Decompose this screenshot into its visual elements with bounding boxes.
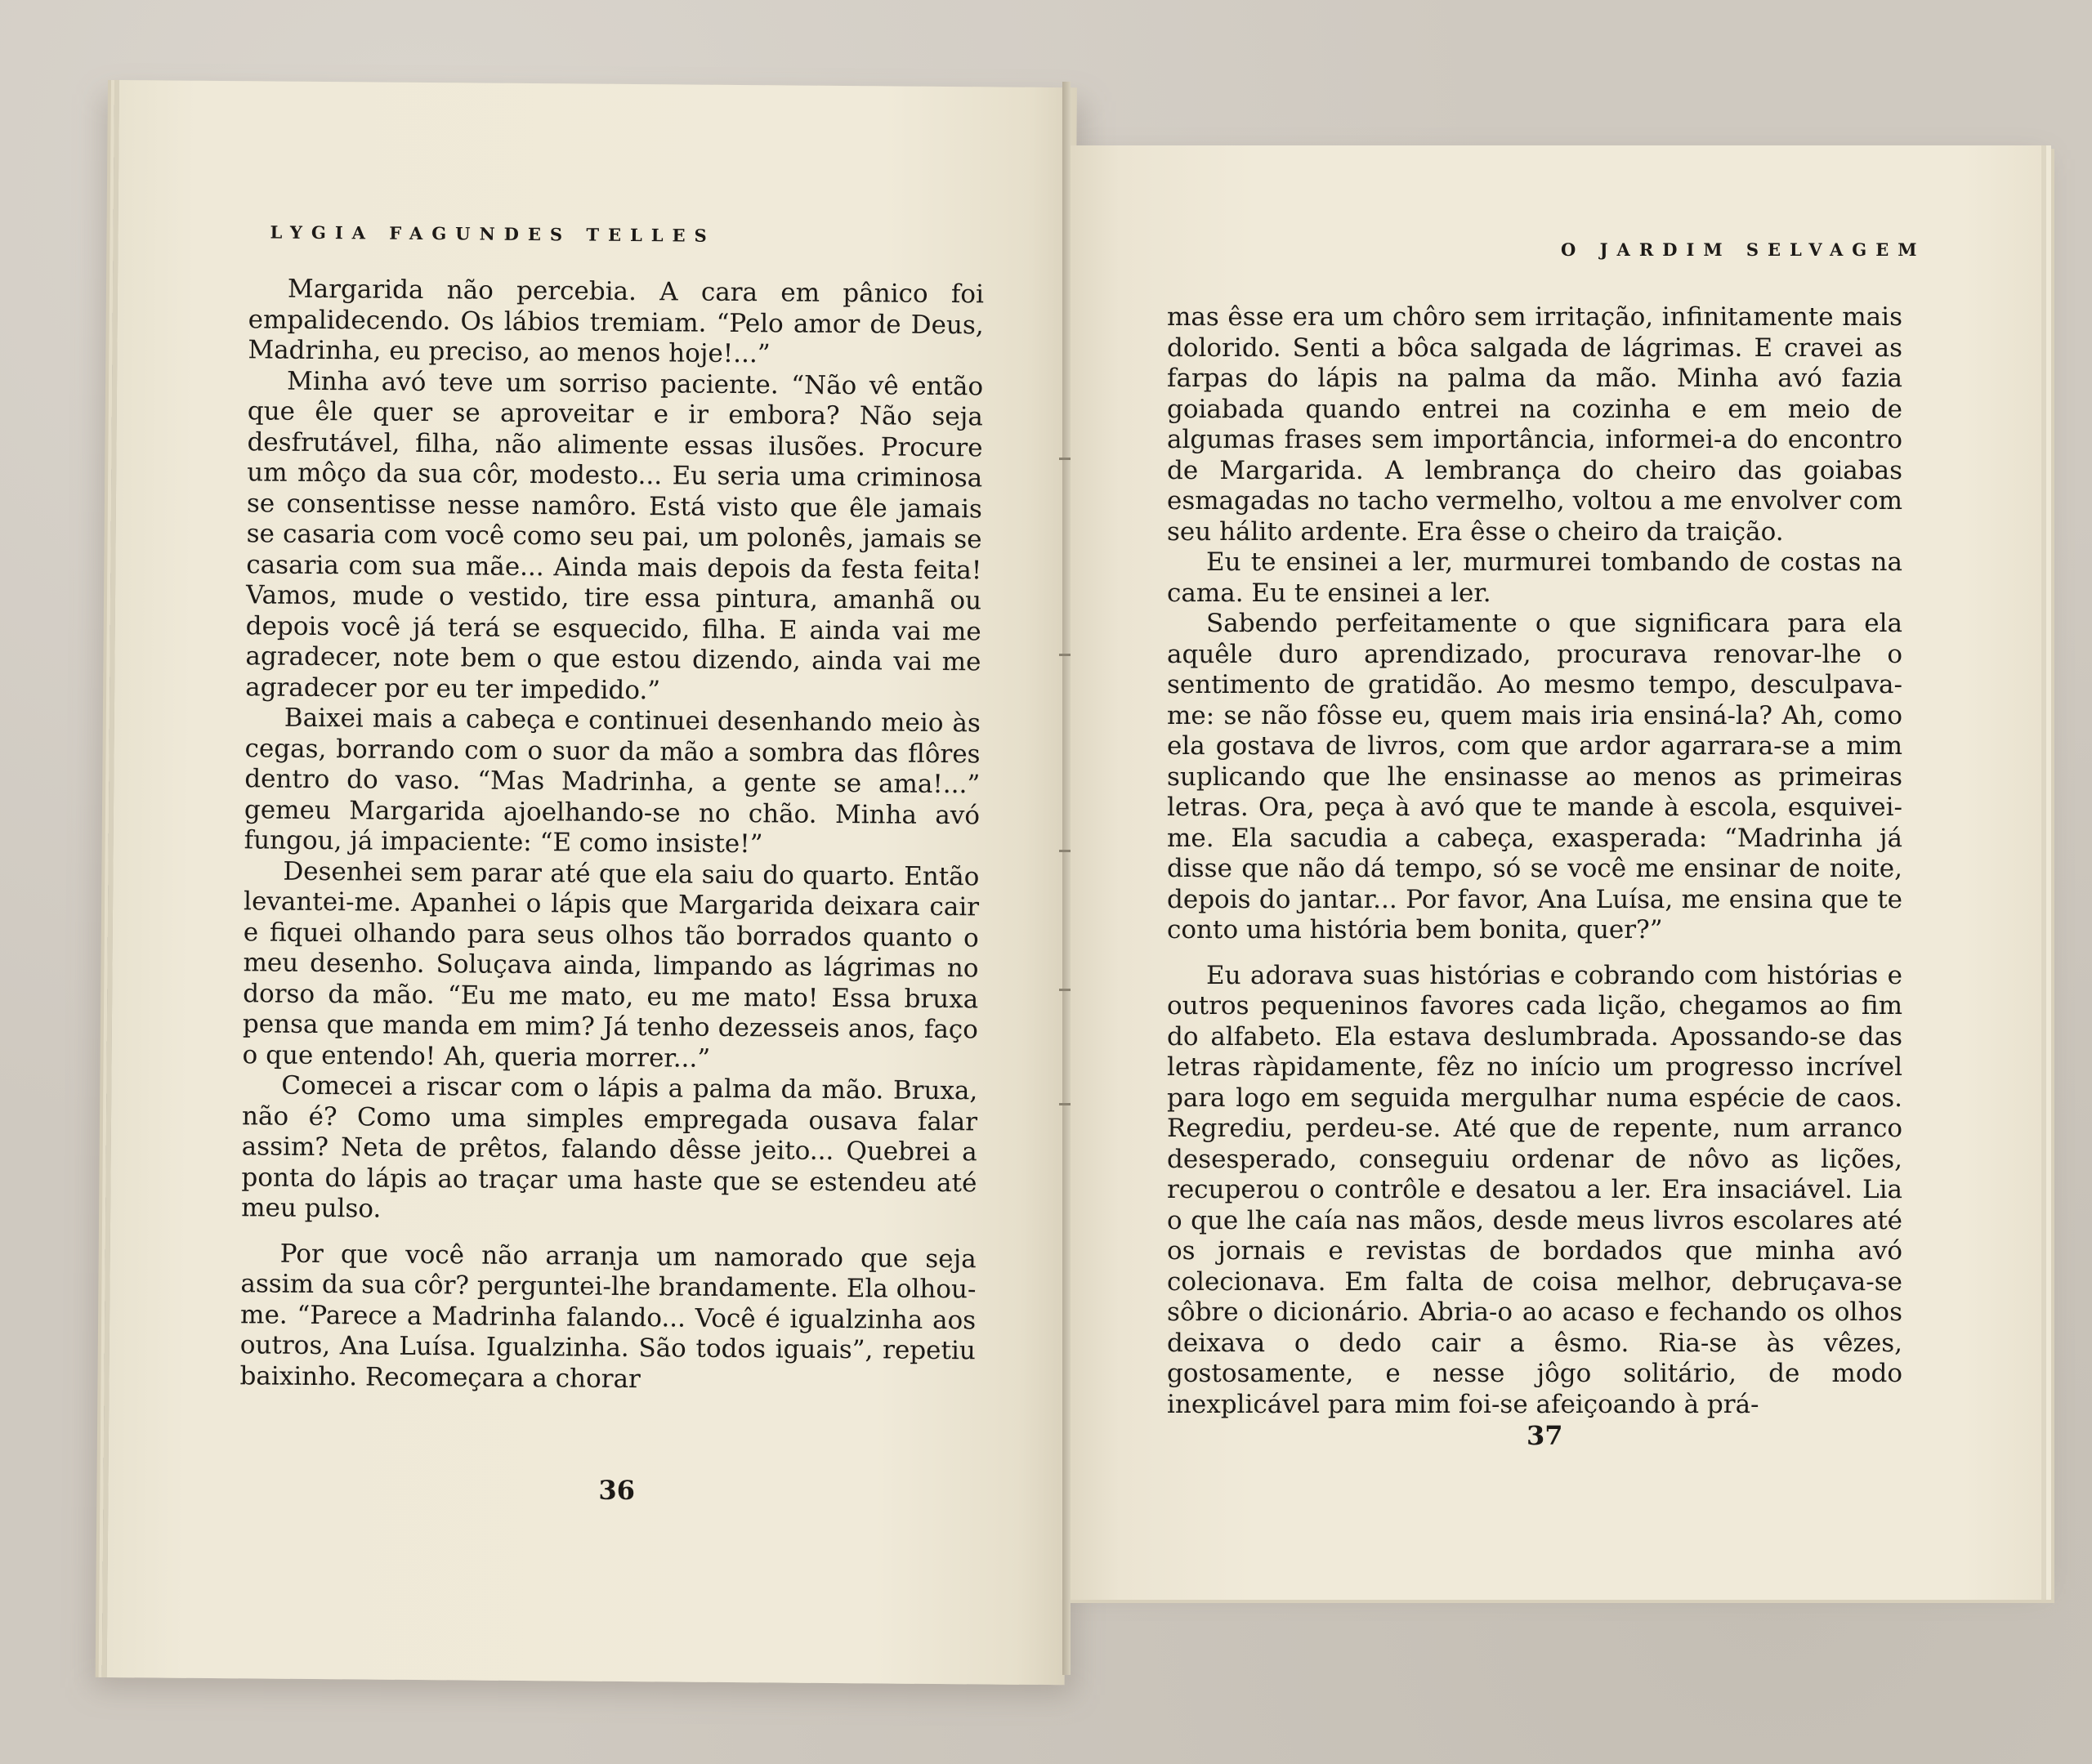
left-running-head: LYGIA FAGUNDES TELLES <box>270 221 716 246</box>
paragraph: Baixei mais a cabeça e continuei desenhando meio às cegas, borrando com o suor da mão a sombra das flôres dentro do vaso. “Mas Madrinha, a gente se ama!...” gemeu Margarida ajoelhando-se no chão. Minha avó fungou, já impaciente: “E como insiste!” <box>244 703 981 860</box>
binding-stitch <box>1059 989 1071 991</box>
paragraph: Margarida não percebia. A cara em pânico foi empalidecendo. Os lábios tremiam. “Pelo amor de Deus, Madrinha, eu preciso, ao menos hoje!...” <box>248 274 985 369</box>
paragraph: Comecei a riscar com o lápis a palma da mão. Bruxa, não é? Como uma simples empregada ousava falar assim? Neta de prêtos, falando dêsse jeito... Quebrei a ponta do lápis ao traçar uma haste que se estendeu até meu pulso. <box>241 1070 978 1224</box>
paragraph: Por que você não arranja um namorado que seja assim da sua côr? perguntei-lhe brandamente. Ela olhou-me. “Parece a Madrinha falando... Você é igualzinha aos outros, Ana Luísa. Igualzinha. São todos iguais”, repetiu baixinho. Recomeçara a chorar <box>239 1239 977 1394</box>
left-page <box>102 80 1077 1685</box>
left-page-text <box>239 274 984 1397</box>
right-page-text <box>1167 302 1902 1420</box>
paragraph: Desenhei sem parar até que ela saiu do quarto. Então levantei-me. Apanhei o lápis que Margarida deixara cair e fiquei olhando para seus olhos tão borrados quanto o meu desenho. Soluçava ainda, limpando as lágrimas no dorso da mão. “Eu me mato, eu me mato! Essa bruxa pensa que manda em mim? Já tenho dezesseis anos, faço o que entendo! Ah, queria morrer...” <box>242 856 980 1074</box>
binding-stitch <box>1059 458 1071 460</box>
paragraph: Eu adorava suas histórias e cobrando com histórias e outros pequeninos favores cada lição, chegamos ao fim do alfabeto. Ela estava deslumbrada. Apossando-se das letras ràpidamente, fêz no início um progresso incrível para logo em seguida mergulhar numa espécie de caos. Regrediu, perdeu-se. Até que de repente, num arranco desesperado, conseguiu ordenar de nôvo as lições, recuperou o contrôle e desatou a ler. Era insaciável. Lia o que lhe caía nas mãos, desde meus livros escolares até os jornais e revistas de bordados que minha avó colecionava. Em falta de coisa melhor, debruçava-se sôbre o dicionário. Abria-o ao acaso e fechando os olhos deixava o dedo cair a êsmo. Ria-se às vêzes, gostosamente, e nesse jôgo solitário, de modo inexplicável para mim foi-se afeiçoando à prá- <box>1167 960 1902 1419</box>
paragraph: Eu te ensinei a ler, murmurei tombando de costas na cama. Eu te ensinei a ler. <box>1167 547 1902 608</box>
paragraph: Sabendo perfeitamente o que significara para ela aquêle duro aprendizado, procurava renovar-lhe o sentimento de gratidão. Ao mesmo tempo, desculpava-me: se não fôsse eu, quem mais iria ensiná-la? Ah, como ela gostava de livros, com que ardor agarrara-se a mim suplicando que lhe ensinasse ao menos as primeiras letras. Ora, peça à avó que te mande à escola, esquivei-me. Ela sacudia a cabeça, exasperada: “Madrinha já disse que não dá tempo, só se você me ensinar de noite, depois do jantar... Por favor, Ana Luísa, me ensina que te conto uma história bem bonita, quer?” <box>1167 609 1902 945</box>
paragraph: mas êsse era um chôro sem irritação, infinitamente mais dolorido. Senti a bôca salgada de lágrimas. E cravei as farpas do lápis na palma da mão. Minha avó fazia goiabada quando entrei na cozinha e em meio de algumas frases sem importância, informei-a do encontro de Margarida. A lembrança do cheiro das goiabas esmagadas no tacho vermelho, voltou a me envolver com seu hálito ardente. Era êsse o cheiro da traição. <box>1167 302 1902 547</box>
left-page-number: 36 <box>598 1474 636 1507</box>
binding-stitch <box>1059 654 1071 656</box>
binding-stitch <box>1059 1103 1071 1105</box>
right-page-number: 37 <box>1527 1420 1563 1451</box>
right-page <box>1061 145 2046 1600</box>
right-running-head: O JARDIM SELVAGEM <box>1561 239 1926 260</box>
binding-stitch <box>1059 850 1071 852</box>
book-spine <box>1062 82 1071 1675</box>
paragraph: Minha avó teve um sorriso paciente. “Não vê então que êle quer se aproveitar e ir embora? Não seja desfrutável, filha, não alimente essas ilusões. Procure um môço da sua côr, modesto... Eu seria uma criminosa se consentisse nesse namôro. Está visto que êle jamais se casaria com você como seu pai, um polonês, jamais se casaria com sua mãe... Ainda mais depois da festa feita! Vamos, mude o vestido, tire essa pintura, amanhã ou depois você já terá se esquecido, filha. E ainda vai me agradecer, note bem o que estou dizendo, ainda vai me agradecer por eu ter impedido.” <box>245 366 984 705</box>
